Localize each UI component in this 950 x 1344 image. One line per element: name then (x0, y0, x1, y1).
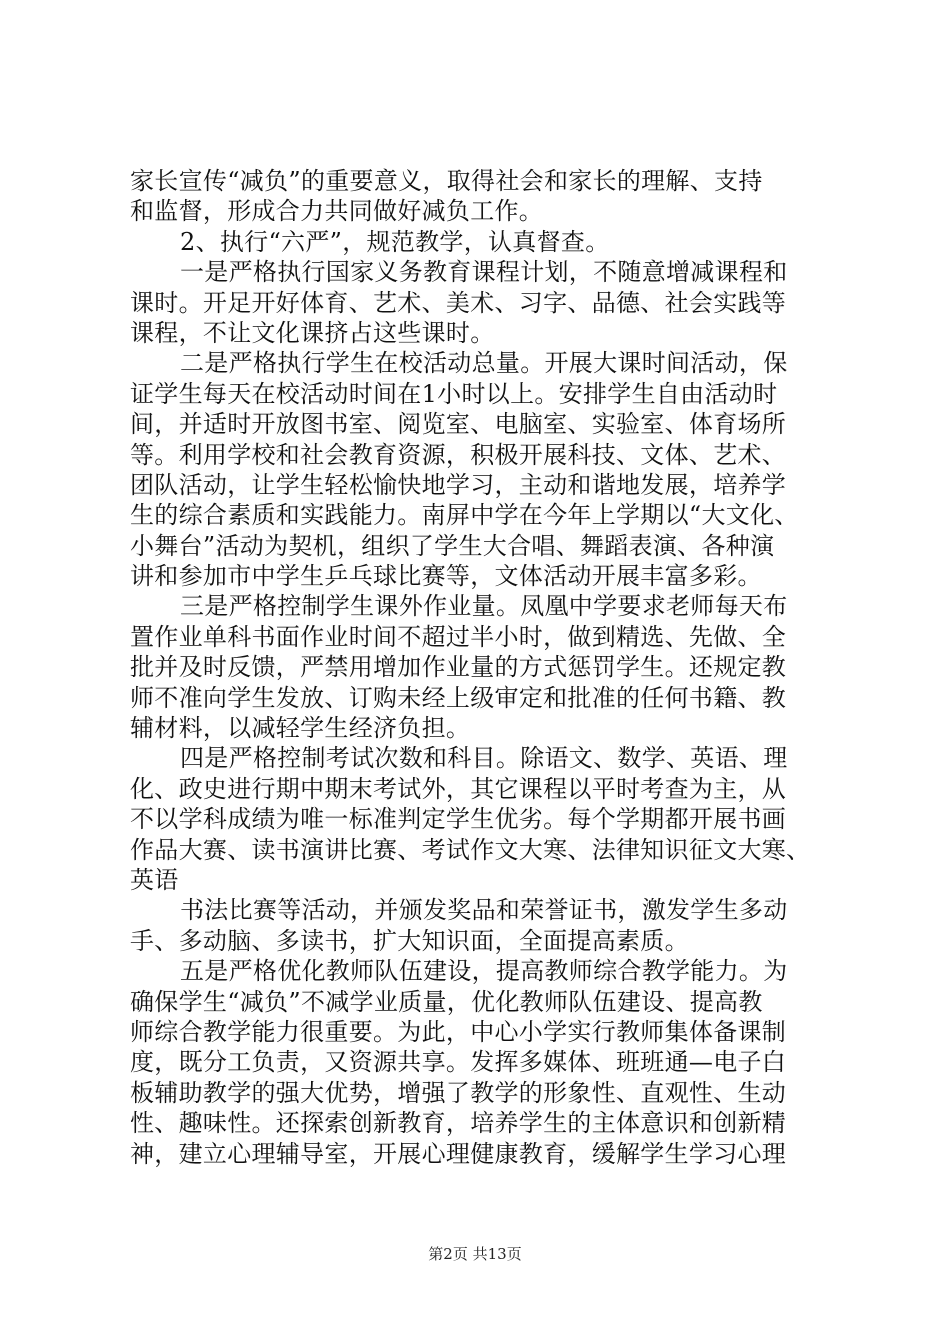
text-line: 生的综合素质和实践能力。南屏中学在今年上学期以“大文化、 (130, 501, 799, 530)
text-line: 间，并适时开放图书室、阅览室、电脑室、实验室、体育场所 (130, 410, 787, 439)
text-line: 课时。开足开好体育、艺术、美术、习字、品德、社会实践等 (130, 288, 787, 317)
text-line: 2、执行“六严”，规范教学，认真督查。 (180, 227, 610, 256)
text-line: 一是严格执行国家义务教育课程计划，不随意增减课程和 (180, 258, 788, 287)
text-line: 四是严格控制考试次数和科目。除语文、数学、英语、理 (180, 744, 788, 773)
text-line: 批并及时反馈，严禁用增加作业量的方式惩罚学生。还规定教 (130, 653, 787, 682)
text-line: 确保学生“减负”不减学业质量，优化教师队伍建设、提高教 (130, 987, 763, 1016)
text-line: 证学生每天在校活动时间在1小时以上。安排学生自由活动时 (130, 379, 778, 408)
text-line: 性、趣味性。还探索创新教育，培养学生的主体意识和创新精 (130, 1109, 787, 1138)
text-line: 英语 (130, 865, 179, 894)
text-line: 作品大赛、读书演讲比赛、考试作文大寒、法律知识征文大寒、 (130, 835, 811, 864)
text-line: 三是严格控制学生课外作业量。凤凰中学要求老师每天布 (180, 592, 788, 621)
text-line: 不以学科成绩为唯一标准判定学生优劣。每个学期都开展书画 (130, 805, 787, 834)
text-line: 和监督，形成合力共同做好减负工作。 (130, 197, 544, 226)
text-line: 等。利用学校和社会教育资源，积极开展科技、文体、艺术、 (130, 440, 787, 469)
text-line: 神，建立心理辅导室，开展心理健康教育，缓解学生学习心理 (130, 1139, 787, 1168)
page-footer: 第2页 共13页 (428, 1245, 522, 1263)
text-line: 手、多动脑、多读书，扩大知识面，全面提高素质。 (130, 926, 689, 955)
text-line: 家长宣传“减负”的重要意义，取得社会和家长的理解、支持 (130, 167, 763, 195)
text-line: 辅材料，以减轻学生经济负担。 (130, 714, 471, 743)
text-line: 团队活动，让学生轻松愉快地学习，主动和谐地发展，培养学 (130, 470, 787, 499)
text-line: 小舞台”活动为契机，组织了学生大合唱、舞蹈表演、各种演 (130, 531, 775, 560)
text-line: 书法比赛等活动，并颁发奖品和荣誉证书，激发学生多动 (180, 896, 788, 925)
text-line: 师不准向学生发放、订购未经上级审定和批准的任何书籍、教 (130, 683, 787, 712)
text-line: 课程，不让文化课挤占这些课时。 (130, 318, 495, 347)
text-line: 五是严格优化教师队伍建设，提高教师综合教学能力。为 (180, 957, 788, 986)
text-line: 度，既分工负责，又资源共享。发挥多媒体、班班通—电子白 (130, 1048, 787, 1077)
text-line: 讲和参加市中学生乒乓球比赛等，文体活动开展丰富多彩。 (130, 562, 762, 591)
text-line: 师综合教学能力很重要。为此，中心小学实行教师集体备课制 (130, 1017, 787, 1046)
text-line: 置作业单科书面作业时间不超过半小时，做到精选、先做、全 (130, 622, 787, 651)
text-line: 化、政史进行期中期末考试外，其它课程以平时考查为主，从 (130, 774, 787, 803)
text-line: 二是严格执行学生在校活动总量。开展大课时间活动，保 (180, 349, 788, 378)
text-line: 板辅助教学的强大优势，增强了教学的形象性、直观性、生动 (130, 1078, 787, 1107)
document-body (130, 166, 834, 1169)
